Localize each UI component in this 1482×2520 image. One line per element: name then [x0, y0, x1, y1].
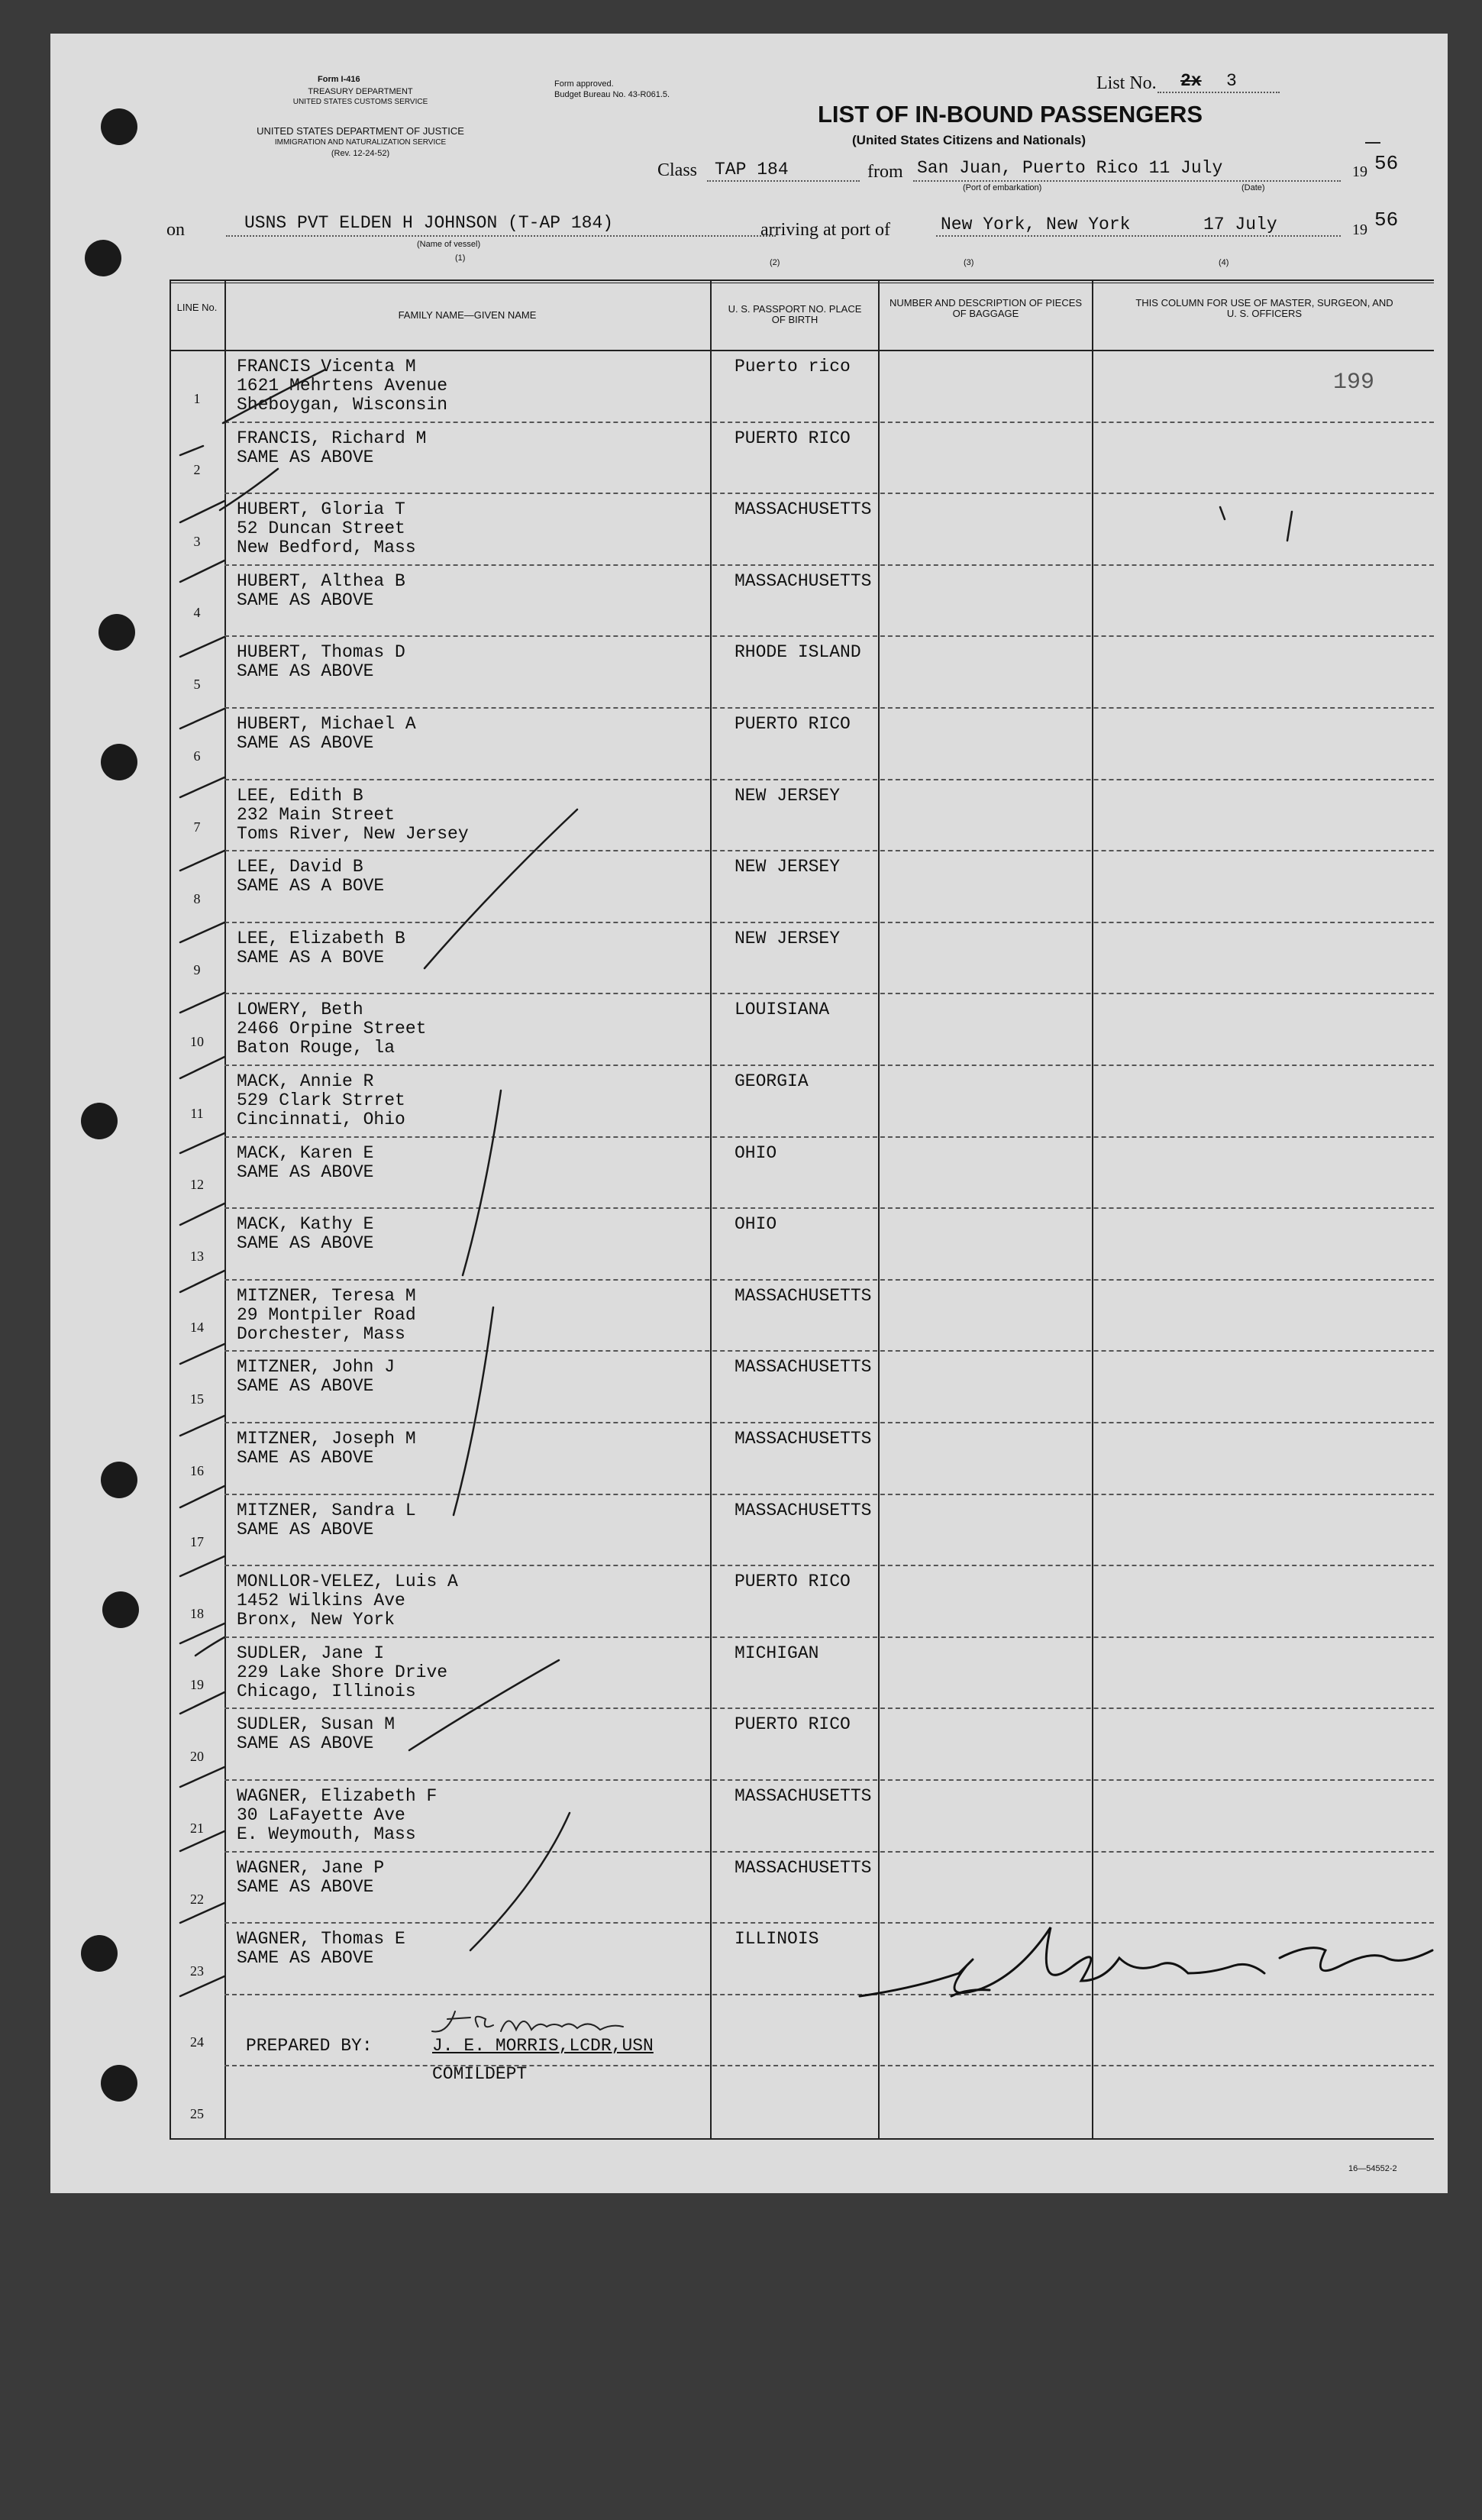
arrival-port: New York, New York	[941, 215, 1131, 234]
line-number: 8	[193, 890, 201, 906]
line-number: 24	[190, 2034, 204, 2050]
passenger-address: Baton Rouge, la	[237, 1038, 396, 1058]
revision-date: (Rev. 12-24-52)	[331, 149, 390, 158]
passenger-address: 52 Duncan Street	[237, 519, 405, 539]
passenger-name: LOWERY, Beth	[237, 1000, 363, 1020]
page-stamp-number: 199	[1333, 370, 1375, 396]
col1-caption: (1)	[455, 254, 466, 263]
passenger-address: SAME AS ABOVE	[237, 1376, 374, 1397]
line-number: 16	[190, 1462, 204, 1478]
place-of-birth: ILLINOIS	[735, 1929, 819, 1950]
place-of-birth: MASSACHUSETTS	[735, 1786, 872, 1806]
document-page	[50, 34, 1448, 2193]
place-of-birth: MASSACHUSETTS	[735, 499, 872, 520]
passenger-name: MONLLOR-VELEZ, Luis A	[237, 1572, 458, 1592]
class-label: Class	[657, 160, 698, 180]
place-of-birth: RHODE ISLAND	[735, 642, 861, 663]
line-number: 1	[193, 390, 201, 406]
passenger-name: HUBERT, Michael A	[237, 714, 416, 734]
passenger-address: SAME AS ABOVE	[237, 1233, 374, 1254]
place-of-birth: NEW JERSEY	[735, 785, 841, 806]
arriving-label: arriving at port of	[760, 220, 890, 240]
line-number: 20	[190, 1749, 204, 1764]
col-header-officers: THIS COLUMN FOR USE OF MASTER, SURGEON, AND U. S. OFFICERS	[1135, 297, 1393, 319]
list-no-struck: 2x	[1180, 71, 1202, 91]
passenger-address: 232 Main Street	[237, 804, 396, 825]
passenger-address: New Bedford, Mass	[237, 538, 416, 558]
year-value: 56	[1374, 152, 1399, 175]
passenger-address: 229 Lake Shore Drive	[237, 1662, 448, 1682]
place-of-birth: MASSACHUSETTS	[735, 1429, 872, 1449]
passenger-address: SAME AS ABOVE	[237, 590, 374, 610]
passenger-name: WAGNER, Thomas E	[237, 1929, 405, 1950]
ins-dept: IMMIGRATION AND NATURALIZATION SERVICE	[274, 138, 447, 147]
col-header-line-no: LINE No.	[176, 302, 218, 313]
customs-service: UNITED STATES CUSTOMS SERVICE	[292, 98, 428, 106]
list-no-value: 3	[1226, 71, 1237, 91]
year-prefix: 19	[1352, 163, 1367, 180]
passenger-address: SAME AS A BOVE	[237, 947, 385, 968]
line-number: 12	[190, 1177, 204, 1193]
passenger-address: Dorchester, Mass	[237, 1323, 405, 1344]
place-of-birth: NEW JERSEY	[735, 857, 841, 877]
passenger-address: E. Weymouth, Mass	[237, 1824, 416, 1844]
footer-code: 16—54552-2	[1348, 2164, 1397, 2173]
col-header-passport: U. S. PASSPORT NO. PLACE OF BIRTH	[728, 303, 862, 325]
place-of-birth: MASSACHUSETTS	[735, 570, 872, 591]
place-of-birth: MASSACHUSETTS	[735, 1357, 872, 1378]
line-number: 22	[190, 1892, 204, 1908]
passenger-address: Bronx, New York	[237, 1610, 396, 1630]
port-embark-caption: (Port of embarkation)	[963, 183, 1042, 192]
year2-prefix: 19	[1352, 221, 1367, 238]
passenger-name: SUDLER, Jane I	[237, 1643, 385, 1663]
line-number: 17	[190, 1534, 204, 1550]
passenger-name: MITZNER, Teresa M	[237, 1285, 416, 1306]
passenger-name: MITZNER, Joseph M	[237, 1429, 416, 1449]
line-number: 5	[193, 677, 201, 692]
passenger-address: 1621 Mehrtens Avenue	[237, 376, 448, 396]
passenger-address: Sheboygan, Wisconsin	[237, 395, 448, 415]
passenger-address: SAME AS A BOVE	[237, 876, 385, 897]
passenger-address: 29 Montpiler Road	[237, 1304, 416, 1325]
col2-caption: (2)	[770, 258, 780, 267]
page-title: LIST OF IN-BOUND PASSENGERS	[818, 101, 1203, 128]
col-header-baggage: NUMBER AND DESCRIPTION OF PIECES OF BAGGAGE	[889, 297, 1083, 319]
line-number: 3	[193, 533, 201, 549]
passenger-name: MACK, Karen E	[237, 1142, 374, 1163]
place-of-birth: PUERTO RICO	[735, 1714, 851, 1735]
passenger-address: Toms River, New Jersey	[237, 823, 469, 844]
place-of-birth: PUERTO RICO	[735, 1572, 851, 1592]
justice-dept: UNITED STATES DEPARTMENT OF JUSTICE	[257, 125, 464, 137]
passenger-address: SAME AS ABOVE	[237, 661, 374, 682]
passenger-address: 30 LaFayette Ave	[237, 1805, 405, 1825]
passenger-address: SAME AS ABOVE	[237, 1448, 374, 1468]
passenger-address: SAME AS ABOVE	[237, 1519, 374, 1539]
page-subtitle: (United States Citizens and Nationals)	[852, 133, 1086, 147]
passenger-name: FRANCIS, Richard M	[237, 428, 427, 448]
col-header-name: FAMILY NAME—GIVEN NAME	[398, 309, 537, 321]
line-number: 15	[190, 1391, 204, 1407]
vessel-name: USNS PVT ELDEN H JOHNSON (T-AP 184)	[244, 213, 614, 233]
form-approved: Form approved.	[554, 79, 614, 89]
line-number: 2	[193, 462, 201, 478]
treasury-dept: TREASURY DEPARTMENT	[308, 87, 413, 96]
passenger-name: LEE, Edith B	[237, 785, 363, 806]
passenger-address: SAME AS ABOVE	[237, 1733, 374, 1754]
place-of-birth: PUERTO RICO	[735, 714, 851, 734]
line-number: 21	[190, 1820, 204, 1836]
line-number: 25	[190, 2106, 204, 2121]
passenger-address: SAME AS ABOVE	[237, 1876, 374, 1897]
line-number: 19	[190, 1677, 204, 1693]
passenger-name: MACK, Annie R	[237, 1071, 374, 1091]
line-number: 23	[190, 1963, 204, 1979]
place-of-birth: OHIO	[735, 1214, 777, 1235]
passenger-name: HUBERT, Althea B	[237, 570, 405, 591]
place-of-birth: NEW JERSEY	[735, 928, 841, 948]
place-of-birth: MICHIGAN	[735, 1643, 819, 1663]
line-number: 18	[190, 1605, 204, 1621]
from-value: San Juan, Puerto Rico 11 July	[917, 158, 1223, 178]
passenger-address: Chicago, Illinois	[237, 1681, 416, 1701]
line-number: 14	[190, 1320, 204, 1336]
place-of-birth: MASSACHUSETTS	[735, 1857, 872, 1878]
passenger-name: WAGNER, Elizabeth F	[237, 1786, 437, 1806]
passenger-name: MITZNER, John J	[237, 1357, 396, 1378]
year2-value: 56	[1374, 208, 1399, 231]
passenger-name: HUBERT, Gloria T	[237, 499, 405, 520]
passenger-address: SAME AS ABOVE	[237, 447, 374, 467]
prepared-name: J. E. MORRIS,LCDR,USN	[432, 2036, 654, 2056]
passenger-address: SAME AS ABOVE	[237, 733, 374, 753]
line-number: 4	[193, 605, 201, 621]
place-of-birth: Puerto rico	[735, 357, 851, 376]
place-of-birth: OHIO	[735, 1142, 777, 1163]
passenger-name: LEE, David B	[237, 857, 363, 877]
passenger-address: SAME AS ABOVE	[237, 1948, 374, 1969]
passenger-address: 2466 Orpine Street	[237, 1019, 427, 1039]
place-of-birth: MASSACHUSETTS	[735, 1285, 872, 1306]
budget-bureau: Budget Bureau No. 43-R061.5.	[554, 90, 670, 99]
from-label: from	[867, 162, 903, 182]
line-number: 9	[193, 962, 201, 978]
vessel-caption: (Name of vessel)	[417, 240, 481, 249]
line-number: 7	[193, 819, 201, 835]
col4-caption: (4)	[1219, 258, 1229, 267]
passenger-address: SAME AS ABOVE	[237, 1161, 374, 1182]
passenger-address: 529 Clark Strret	[237, 1090, 405, 1110]
passenger-name: FRANCIS Vicenta M	[237, 357, 416, 376]
on-label: on	[166, 220, 185, 240]
passenger-address: 1452 Wilkins Ave	[237, 1591, 405, 1611]
prepared-office: COMILDEPT	[432, 2064, 528, 2084]
place-of-birth: MASSACHUSETTS	[735, 1500, 872, 1520]
prepared-label: PREPARED BY:	[246, 2036, 373, 2056]
check-marks	[50, 34, 1448, 2193]
line-number: 13	[190, 1248, 204, 1264]
passenger-name: HUBERT, Thomas D	[237, 642, 405, 663]
date-caption: (Date)	[1241, 183, 1265, 192]
list-no-label: List No.	[1096, 73, 1157, 93]
passenger-name: WAGNER, Jane P	[237, 1857, 385, 1878]
line-number: 6	[193, 748, 201, 764]
col3-caption: (3)	[964, 258, 974, 267]
passenger-name: MITZNER, Sandra L	[237, 1500, 416, 1520]
officer-signature	[852, 1897, 1448, 2034]
passenger-address: Cincinnati, Ohio	[237, 1110, 405, 1129]
preparer-signature	[425, 2004, 669, 2042]
place-of-birth: LOUISIANA	[735, 1000, 830, 1020]
line-number: 10	[190, 1034, 204, 1049]
place-of-birth: GEORGIA	[735, 1071, 809, 1091]
passenger-name: SUDLER, Susan M	[237, 1714, 396, 1735]
form-number: Form I-416	[318, 75, 360, 84]
line-number: 11	[190, 1105, 204, 1121]
passenger-name: LEE, Elizabeth B	[237, 928, 405, 948]
place-of-birth: PUERTO RICO	[735, 428, 851, 448]
class-value: TAP 184	[715, 160, 789, 179]
passenger-name: MACK, Kathy E	[237, 1214, 374, 1235]
arrival-date: 17 July	[1203, 215, 1277, 234]
